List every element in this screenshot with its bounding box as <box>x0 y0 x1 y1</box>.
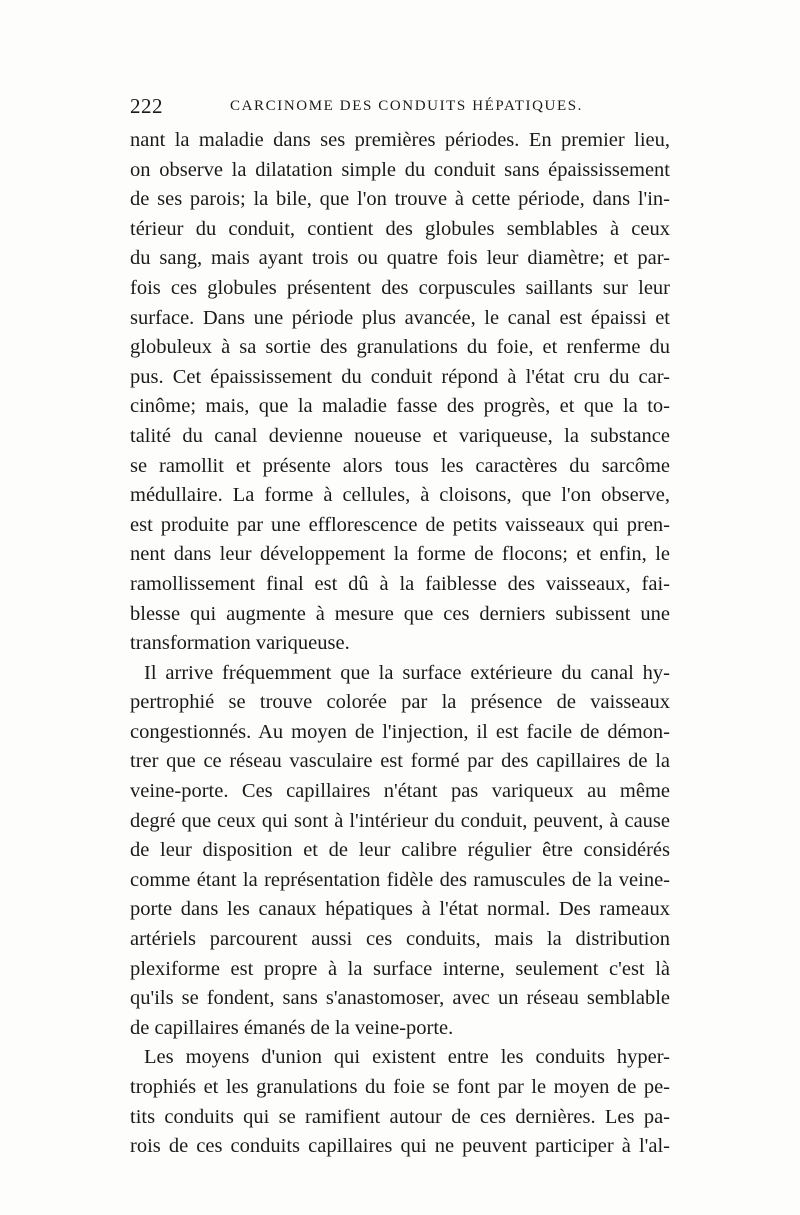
text-line: médullaire. La forme à cellules, à cloisons, que l'on observe, <box>130 484 670 507</box>
text-line: de capillaires émanés de la veine-porte. <box>130 1016 454 1039</box>
text-line: qu'ils se fondent, sans s'anastomoser, avec un réseau semblable <box>130 987 670 1010</box>
text-line: nant la maladie dans ses premières périodes. En premier lieu, <box>130 129 670 151</box>
text-line: térieur du conduit, contient des globules semblables à ceux <box>130 217 670 240</box>
text-line: ramollissement final est dû à la faiblesse des vaisseaux, fai- <box>130 572 670 595</box>
text-line: du sang, mais ayant trois ou quatre fois leur diamètre; et par- <box>130 247 670 270</box>
text-line: de ses parois; la bile, que l'on trouve à cette période, dans l'in- <box>130 188 670 211</box>
text-line: rois de ces conduits capillaires qui ne peuvent participer à l'al- <box>130 1135 670 1158</box>
text-line: nent dans leur développement la forme de flocons; et enfin, le <box>130 543 670 566</box>
text-line: artériels parcourent aussi ces conduits, mais la distribution <box>130 928 670 951</box>
text-line: porte dans les canaux hépatiques à l'état normal. Des rameaux <box>130 898 670 921</box>
text-line: fois ces globules présentent des corpuscules saillants sur leur <box>130 276 670 299</box>
text-line: pertrophié se trouve colorée par la présence de vaisseaux <box>130 691 670 714</box>
text-line: pus. Cet épaississement du conduit répond à l'état cru du car- <box>130 365 670 388</box>
running-head: CARCINOME DES CONDUITS HÉPATIQUES. <box>230 98 584 114</box>
text-line: cinôme; mais, que la maladie fasse des progrès, et que la to- <box>130 395 670 418</box>
text-line: talité du canal devienne noueuse et variqueuse, la substance <box>130 424 670 447</box>
text-line: plexiforme est propre à la surface interne, seulement c'est là <box>130 957 670 980</box>
text-line: globuleux à sa sortie des granulations du foie, et renferme du <box>130 336 670 359</box>
text-line: congestionnés. Au moyen de l'injection, il est facile de démon- <box>130 720 670 743</box>
text-line: blesse qui augmente à mesure que ces derniers subissent une <box>130 602 670 625</box>
text-line: trer que ce réseau vasculaire est formé par des capillaires de la <box>130 750 670 773</box>
text-line: transformation variqueuse. <box>130 632 350 655</box>
body-text <box>130 126 670 1162</box>
text-line: trophiés et les granulations du foie se font par le moyen de pe- <box>130 1076 670 1098</box>
text-line: est produite par une efflorescence de petits vaisseaux qui pren- <box>130 513 670 536</box>
page-number: 222 <box>130 94 163 118</box>
text-line: comme étant la représentation fidèle des ramuscules de la veine- <box>130 868 670 891</box>
text-line: se ramollit et présente alors tous les caractères du sarcôme <box>130 454 670 477</box>
text-line: surface. Dans une période plus avancée, le canal est épaissi et <box>130 306 670 329</box>
text-line: de leur disposition et de leur calibre régulier être considérés <box>130 839 670 862</box>
text-line: Les moyens d'union qui existent entre les conduits hyper- <box>144 1046 670 1069</box>
text-line: on observe la dilatation simple du conduit sans épaississement <box>130 158 670 181</box>
text-line: veine-porte. Ces capillaires n'étant pas variqueux au même <box>130 780 670 803</box>
text-line: tits conduits qui se ramifient autour de ces dernières. Les pa- <box>130 1105 670 1128</box>
text-line: Il arrive fréquemment que la surface extérieure du canal hy- <box>144 661 670 684</box>
text-line: degré que ceux qui sont à l'intérieur du conduit, peuvent, à cause <box>130 809 670 832</box>
page-header <box>130 94 670 124</box>
